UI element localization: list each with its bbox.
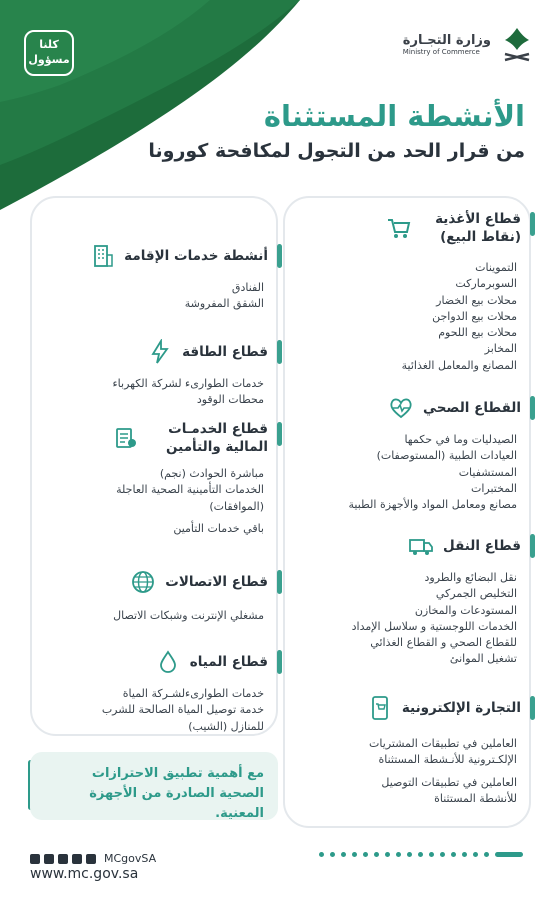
- ministry-logo: [403, 24, 535, 64]
- globe-icon: [129, 568, 157, 596]
- list-item: تشغيل الموانئ: [449, 652, 517, 666]
- youtube-icon[interactable]: [72, 854, 82, 864]
- sector-energy-title: قطاع الطاقة: [182, 344, 268, 360]
- sector-food-title: قطاع الأغذية (نقاط البيع): [435, 211, 521, 245]
- list-item: العاملين في تطبيقات المشتريات: [369, 737, 517, 750]
- list-item: مباشرة الحوادث (نجم): [159, 467, 264, 480]
- website-link[interactable]: www.mc.gov.sa: [30, 866, 139, 882]
- sector-accent-bar: [530, 212, 535, 236]
- sector-accent-bar: [277, 340, 282, 364]
- list-item: محلات بيع الخضار: [436, 293, 517, 307]
- sector-water-title: قطاع المياه: [189, 654, 268, 670]
- social-handle[interactable]: MCgovSA: [104, 852, 157, 865]
- ministry-name-ar: وزارة التجـارة: [402, 32, 491, 48]
- sector-accent-bar: [530, 396, 535, 420]
- cart-icon: [385, 214, 413, 242]
- list-item: خدمات الطوارىء لشركة الكهرباء: [112, 377, 264, 390]
- sector-accommodation: [32, 242, 268, 313]
- list-item: العيادات الطبية (المستوصفات): [376, 449, 517, 463]
- slogan-badge: كلنا مسؤول: [24, 30, 74, 76]
- decorative-dots: [319, 852, 523, 857]
- list-item: مشغلي الإنترنت وشبكات الاتصال: [113, 609, 264, 622]
- sector-accent-bar: [277, 422, 282, 446]
- list-item: باقي خدمات التأمين: [173, 521, 264, 535]
- list-item: العاملين في تطبيقات التوصيل: [381, 775, 517, 789]
- list-item: نقل البضائع والطرود: [424, 571, 517, 584]
- social-links: [30, 852, 156, 865]
- list-item: الصيدليات وما في حكمها: [404, 433, 517, 446]
- lightning-icon: [146, 338, 174, 366]
- instagram-icon[interactable]: [58, 854, 68, 864]
- list-item: محلات بيع اللحوم: [438, 326, 517, 340]
- sector-finance: [32, 420, 268, 537]
- list-item: المستشفيات: [458, 465, 517, 479]
- saudi-emblem-icon: [499, 24, 535, 64]
- finance-icon: [112, 424, 140, 452]
- truck-icon: [407, 532, 435, 560]
- list-item: الخدمات التأمينية الصحية العاجلة: [116, 483, 264, 497]
- page-subtitle: من قرار الحد من التجول لمكافحة كورونا: [148, 140, 525, 162]
- list-item: التموينات: [475, 261, 517, 274]
- sector-transport: [285, 532, 521, 668]
- sector-water: [32, 648, 268, 735]
- ministry-name-en: Ministry of Commerce: [402, 47, 480, 56]
- sector-health: [285, 394, 521, 513]
- sector-food: [285, 210, 521, 374]
- sector-accent-bar: [530, 696, 535, 720]
- list-item: للأنشطة المستثناة: [434, 791, 517, 805]
- sector-accent-bar: [277, 244, 282, 268]
- list-item: الخدمات اللوجستية و سلاسل الإمداد: [351, 619, 517, 633]
- list-item: محطات الوقود: [196, 393, 264, 407]
- list-item: خدمات الطوارىءلشـركة المياة: [122, 687, 264, 700]
- snapchat-icon[interactable]: [86, 854, 96, 864]
- sector-accent-bar: [277, 650, 282, 674]
- health-precautions-note: مع أهمية تطبيق الاحترازات الصحية الصادرة من الأجهزة المعنية.: [30, 752, 278, 820]
- list-item: التخليص الجمركي: [435, 587, 517, 601]
- sector-telecom-title: قطاع الاتصالات: [165, 574, 268, 590]
- facebook-icon[interactable]: [44, 854, 54, 864]
- list-item: المصانع والمعامل الغذائية: [401, 358, 517, 372]
- sector-accent-bar: [530, 534, 535, 558]
- list-item: محلات بيع الدواجن: [432, 309, 517, 323]
- list-item: الإلكـترونية للأنـشطة المستثناة: [378, 753, 517, 767]
- list-item: الشقق المفروشة: [184, 297, 264, 311]
- sector-accent-bar: [277, 570, 282, 594]
- sector-transport-title: قطاع النقل: [443, 538, 521, 554]
- list-item: المستودعات والمخازن: [414, 603, 517, 617]
- list-item: للمنازل (الشيب): [188, 719, 264, 733]
- sector-ecommerce-title: التجارة الإلكترونية: [401, 700, 521, 716]
- list-item: للقطاع الصحي و القطاع الغذائي: [370, 636, 517, 650]
- sector-accommodation-title: أنشطة خدمات الإقامة: [124, 248, 268, 264]
- sector-telecom: [32, 568, 268, 624]
- sector-ecommerce: [285, 694, 521, 807]
- list-item: المختبرات: [471, 481, 517, 495]
- sector-energy: [32, 338, 268, 409]
- heartbeat-icon: [387, 394, 415, 422]
- list-item: المخابز: [484, 342, 517, 356]
- left-column-panel: [30, 196, 278, 736]
- ecommerce-icon: [366, 694, 394, 722]
- list-item: الفنادق: [231, 281, 264, 294]
- sector-health-title: القطاع الصحي: [423, 400, 521, 416]
- sector-finance-title: قطاع الخدمـات المالية والتأمين: [166, 421, 268, 455]
- right-column-panel: [283, 196, 531, 828]
- list-item: السوبرماركت: [455, 277, 517, 291]
- page-title: الأنشطة المستثناة: [263, 99, 525, 133]
- list-item: (الموافقات): [209, 499, 264, 513]
- twitter-icon[interactable]: [30, 854, 40, 864]
- list-item: خدمة توصيل المياة الصالحة للشرب: [101, 703, 264, 717]
- water-drop-icon: [154, 648, 182, 676]
- list-item: مصانع ومعامل المواد والأجهزة الطبية: [348, 498, 517, 512]
- building-icon: [88, 242, 116, 270]
